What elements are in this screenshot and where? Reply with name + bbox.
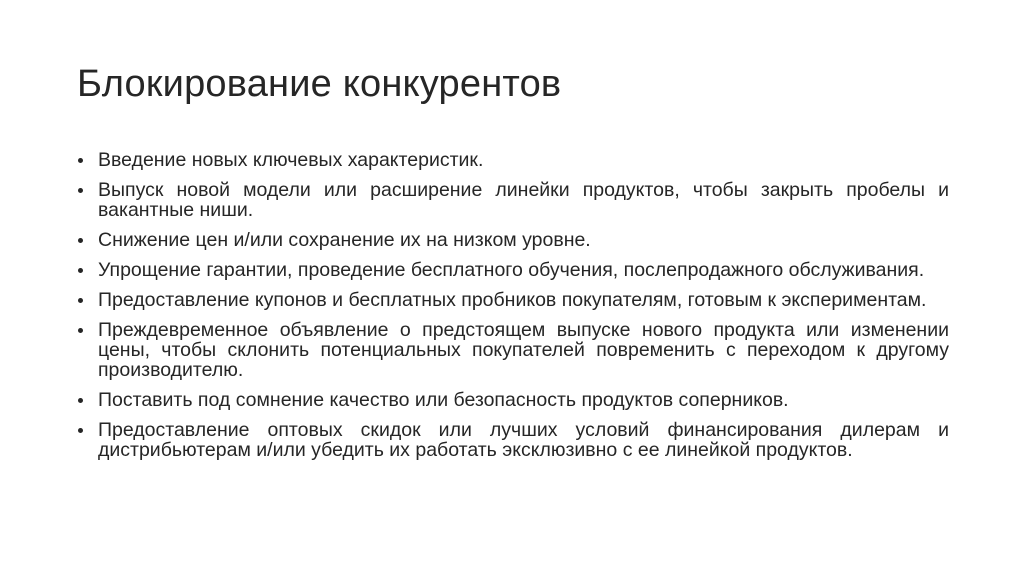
bullet-item: Преждевременное объявление о предстоящем выпуске нового продукта или изменении цены, чтобы склонить потенциальных покупателей повременить с переходом к другому производителю.: [77, 320, 949, 380]
bullet-item: Поставить под сомнение качество или безопасность продуктов соперников.: [77, 390, 949, 410]
bullet-item: Выпуск новой модели или расширение линейки продуктов, чтобы закрыть пробелы и вакантные ниши.: [77, 180, 949, 220]
bullet-item: Введение новых ключевых характеристик.: [77, 150, 949, 170]
bullet-item: Предоставление оптовых скидок или лучших условий финансирования дилерам и дистрибьютерам и/или убедить их работать эксклюзивно с ее линейкой продуктов.: [77, 420, 949, 460]
slide-title: Блокирование конкурентов: [77, 63, 562, 105]
bullet-item: Предоставление купонов и бесплатных пробников покупателям, готовым к экспериментам.: [77, 290, 949, 310]
bullet-item: Упрощение гарантии, проведение бесплатного обучения, послепродажного обслуживания.: [77, 260, 949, 280]
bullet-item: Снижение цен и/или сохранение их на низком уровне.: [77, 230, 949, 250]
bullet-list: [77, 150, 949, 470]
